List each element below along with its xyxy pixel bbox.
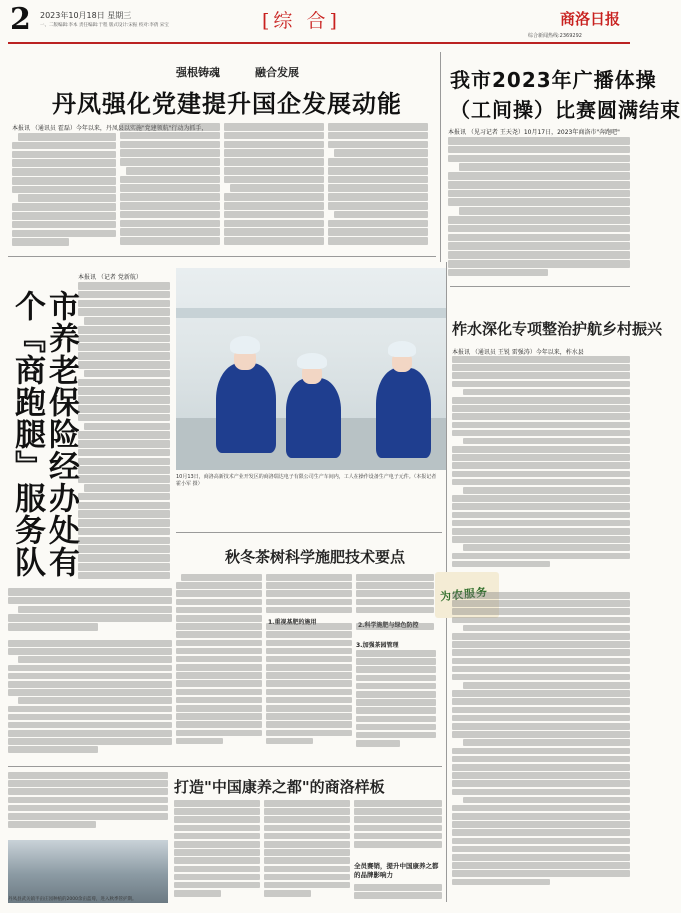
issue-date: 2023年10月18日 星期三 bbox=[40, 11, 132, 20]
article1-col2 bbox=[120, 123, 220, 251]
section-rule-4 bbox=[8, 766, 442, 767]
article3-continued bbox=[8, 640, 172, 760]
article6-col3 bbox=[354, 800, 442, 858]
article5-col3-bottom bbox=[356, 650, 436, 760]
article5-subhead2: 2.科学施肥与绿色防控 bbox=[358, 622, 419, 629]
article4-byline: 本报讯 （通讯员 王锐 雷强涛）今年以来，柞水县 bbox=[452, 349, 584, 356]
article2-headline-line2: （工间操）比赛圆满结束 bbox=[450, 98, 681, 122]
bottom-left-text bbox=[8, 772, 168, 836]
article3-byline: 本报讯 （记者 党新航） bbox=[78, 274, 142, 281]
page-number: 2 bbox=[10, 2, 31, 37]
article3-headline: 市养老保险经办处有个『商跑腿』服务队 bbox=[9, 290, 79, 578]
article5-subhead1: 1.重视基肥的施用 bbox=[268, 619, 317, 626]
section-rule-1 bbox=[8, 256, 436, 257]
article1-headline: 丹凤强化党建提升国企发展动能 bbox=[52, 90, 402, 118]
header-rule bbox=[8, 42, 630, 44]
article6-col3-tail bbox=[354, 884, 442, 904]
article4-headline: 柞水深化专项整治护航乡村振兴 bbox=[452, 320, 663, 338]
article6-headline: 打造"中国康养之都"的商洛样板 bbox=[174, 778, 385, 796]
section-rule-3 bbox=[176, 532, 442, 533]
article2-body bbox=[448, 137, 630, 279]
photo-caption bbox=[176, 474, 440, 488]
photo-credit: （本报记者 霍小军 摄） bbox=[176, 474, 437, 487]
editor-credits: 一、二版编辑:李本 责任编辑:于程 版式设计:宋振 校对:李倩 宋宝 bbox=[40, 23, 169, 28]
section-rule-2 bbox=[450, 286, 630, 287]
hotline-info: 综合新闻热线:2369292 bbox=[528, 33, 582, 39]
article1-kicker-right: 融合发展 bbox=[255, 66, 299, 79]
photo-caption-text: 10月13日，商洛高新技术产业开发区的商洛瑞达电子有限公司生产车间内，工人在操作设备生产电子元件。 bbox=[176, 474, 414, 480]
article2-byline: 本报讯 （见习记者 王天尧）10月17日，2023年商洛市"奔跑吧" bbox=[448, 129, 620, 136]
orchard-photo bbox=[8, 840, 168, 903]
newspaper-logo: 商洛日报 bbox=[560, 10, 621, 28]
article2-headline-line1: 我市2023年广播体操 bbox=[450, 68, 657, 92]
article5-col3-top bbox=[356, 574, 434, 634]
article1-col1 bbox=[12, 133, 116, 251]
article1-col3 bbox=[224, 123, 324, 251]
article5-col1 bbox=[176, 574, 262, 760]
article1-kicker-left: 强根铸魂 bbox=[176, 66, 220, 79]
article5-col2 bbox=[266, 574, 352, 760]
article3-col1 bbox=[78, 282, 170, 582]
masthead bbox=[0, 0, 638, 46]
article1-byline: 本报讯 （通讯员 霍磊）今年以来，丹凤县以实施"党建领航"行动为抓手， bbox=[12, 125, 208, 132]
right-bottom-article bbox=[452, 592, 630, 904]
factory-photo bbox=[176, 268, 446, 470]
article5-headline: 秋冬茶树科学施肥技术要点 bbox=[225, 548, 406, 566]
bottom-photo-caption: 丹凤县武关镇半亩庄园种植的2000余亩蓝莓，进入秋季管护期。 bbox=[8, 897, 137, 902]
column-rule bbox=[440, 52, 441, 262]
article1-col4 bbox=[328, 123, 428, 251]
ad-label: 为农服务 bbox=[439, 585, 489, 604]
article3-tail bbox=[8, 588, 172, 636]
section-title: [综 合] bbox=[262, 10, 341, 32]
article6-col1 bbox=[174, 800, 260, 904]
article5-subhead3: 3.加强茶园管理 bbox=[356, 642, 399, 649]
article6-col2 bbox=[264, 800, 350, 904]
article6-subhead: 全员赛销，提升中国康养之都的品牌影响力 bbox=[354, 862, 439, 879]
article4-body bbox=[452, 356, 630, 584]
